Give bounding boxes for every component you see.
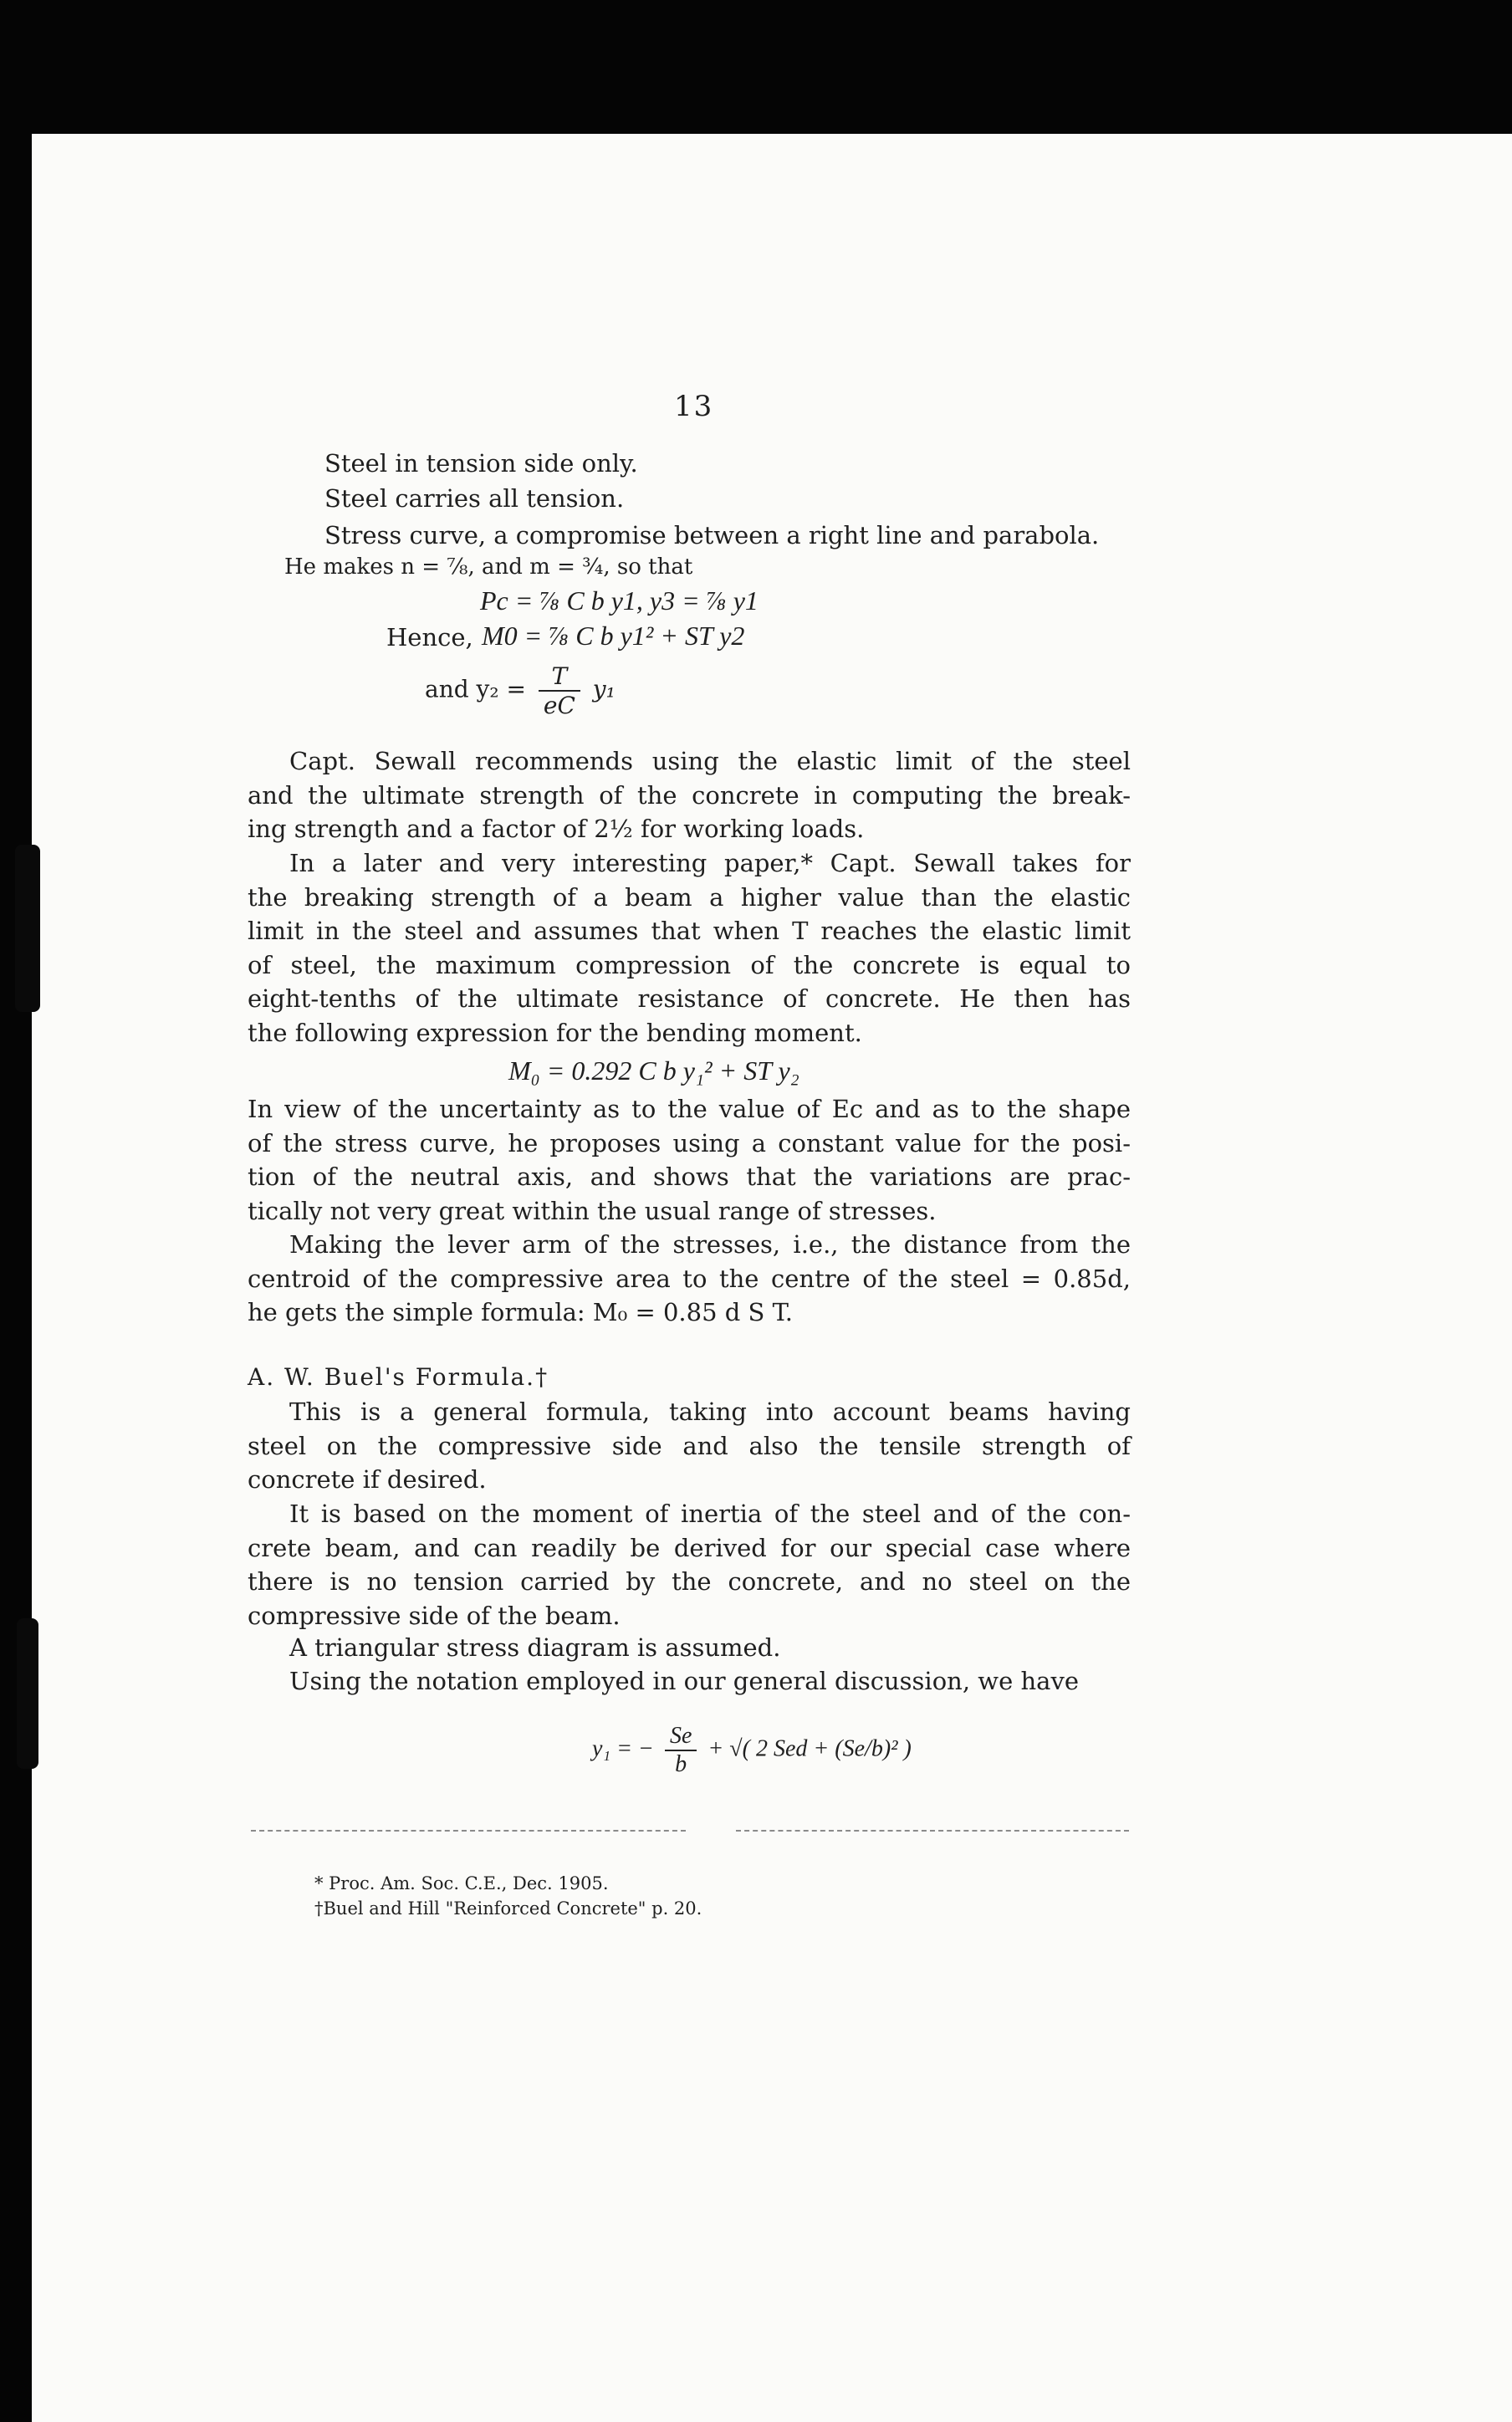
text-line: of steel, the maximum compression of the concrete is equal to [248, 950, 1131, 979]
text-line: ing strength and a factor of 2½ for working loads. [248, 815, 865, 843]
page-number: 13 [674, 390, 714, 423]
text-line: there is no tension carried by the concrete, and no steel on the [248, 1567, 1131, 1596]
equation-y1 [592, 1723, 912, 1778]
equation-y1-numerator: Se [665, 1723, 697, 1751]
text-line: the breaking strength of a beam a higher value than the elastic [248, 882, 1131, 912]
text-line: Making the lever arm of the stresses, i.e., the distance from the [289, 1230, 1131, 1259]
equation-y2-suffix: y₁ [592, 675, 616, 703]
text-line: centroid of the compressive area to the centre of the steel = 0.85d, [248, 1264, 1131, 1293]
equation-m0: M₀ = 0.292 C b y₁² + ST y₂ [508, 1055, 799, 1086]
text-line: he gets the simple formula: M₀ = 0.85 d S T. [248, 1298, 793, 1326]
equation-y1-denominator: b [675, 1751, 687, 1777]
equation-pc: Pc = ⅞ C b y1, y3 = ⅞ y1 [480, 585, 759, 616]
footnote-2: †Buel and Hill "Reinforced Concrete" p. 20. [314, 1898, 702, 1919]
equation-moment: M0 = ⅞ C b y1² + ST y2 [482, 621, 745, 651]
footnote-1: * Proc. Am. Soc. C.E., Dec. 1905. [314, 1873, 609, 1893]
equation-y2-denominator: eC [543, 692, 575, 719]
intro-line-2: Steel carries all tension. [324, 484, 625, 513]
paragraph-later-paper [248, 846, 1131, 1050]
equation-hence-label: Hence, [386, 623, 473, 651]
text-line: of the stress curve, he proposes using a constant value for the posi- [248, 1128, 1131, 1157]
text-line: crete beam, and can readily be derived for our special case where [248, 1533, 1131, 1562]
intro-line-1: Steel in tension side only. [324, 449, 638, 478]
text-line: In a later and very interesting paper,* Capt. Sewall takes for [289, 849, 1131, 877]
equation-y2 [425, 662, 616, 719]
text-line: and the ultimate strength of the concrete in computing the break- [248, 780, 1131, 810]
text-line: tion of the neutral axis, and shows that the variations are prac- [248, 1162, 1131, 1191]
paragraph-lever-arm [248, 1228, 1131, 1330]
paragraph-uncertainty [248, 1092, 1131, 1228]
paragraph-general-formula [248, 1395, 1131, 1497]
intro-line-3: Stress curve, a compromise between a right line and parabola. [324, 521, 1100, 549]
text-line: This is a general formula, taking into account beams having [289, 1398, 1131, 1426]
text-line: eight-tenths of the ultimate resistance of concrete. He then has [248, 984, 1131, 1013]
notation-line: Using the notation employed in our general discussion, we have [289, 1667, 1079, 1695]
text-line: steel on the compressive side and also the tensile strength of [248, 1431, 1131, 1460]
binding-clip-top [15, 845, 40, 1012]
text-line: limit in the steel and assumes that when T reaches the elastic limit [248, 917, 1131, 945]
equation-y2-numerator: T [539, 662, 580, 692]
text-line: concrete if desired. [248, 1465, 487, 1494]
equation-y1-rest: + √( 2 Sed + (Se/b)² ) [707, 1735, 912, 1762]
text-line: In view of the uncertainty as to the value of Ec and as to the shape [248, 1095, 1131, 1123]
text-line: It is based on the moment of inertia of the steel and of the con- [289, 1500, 1131, 1528]
he-makes-line: He makes n = ⅞, and m = ¾, so that [284, 554, 693, 580]
footnote-rule-right [736, 1830, 1129, 1832]
equation-y1-fraction [665, 1723, 697, 1778]
footnote-rule-left [251, 1830, 686, 1832]
binding-clip-bottom [17, 1618, 38, 1769]
equation-y2-lhs: and y₂ = [425, 675, 526, 703]
triangular-stress-line: A triangular stress diagram is assumed. [289, 1633, 781, 1662]
paragraph-sewall-recommends [248, 744, 1131, 846]
section-heading: A. W. Buel's Formula.† [248, 1363, 549, 1391]
paragraph-moment-inertia [248, 1497, 1131, 1633]
equation-y2-fraction [539, 662, 580, 719]
equation-y1-lhs: y₁ = − [592, 1735, 654, 1762]
text-line: the following expression for the bending moment. [248, 1018, 862, 1047]
text-line: tically not very great within the usual range of stresses. [248, 1196, 937, 1225]
text-line: compressive side of the beam. [248, 1601, 621, 1630]
text-line: Capt. Sewall recommends using the elastic limit of the steel [289, 747, 1131, 775]
